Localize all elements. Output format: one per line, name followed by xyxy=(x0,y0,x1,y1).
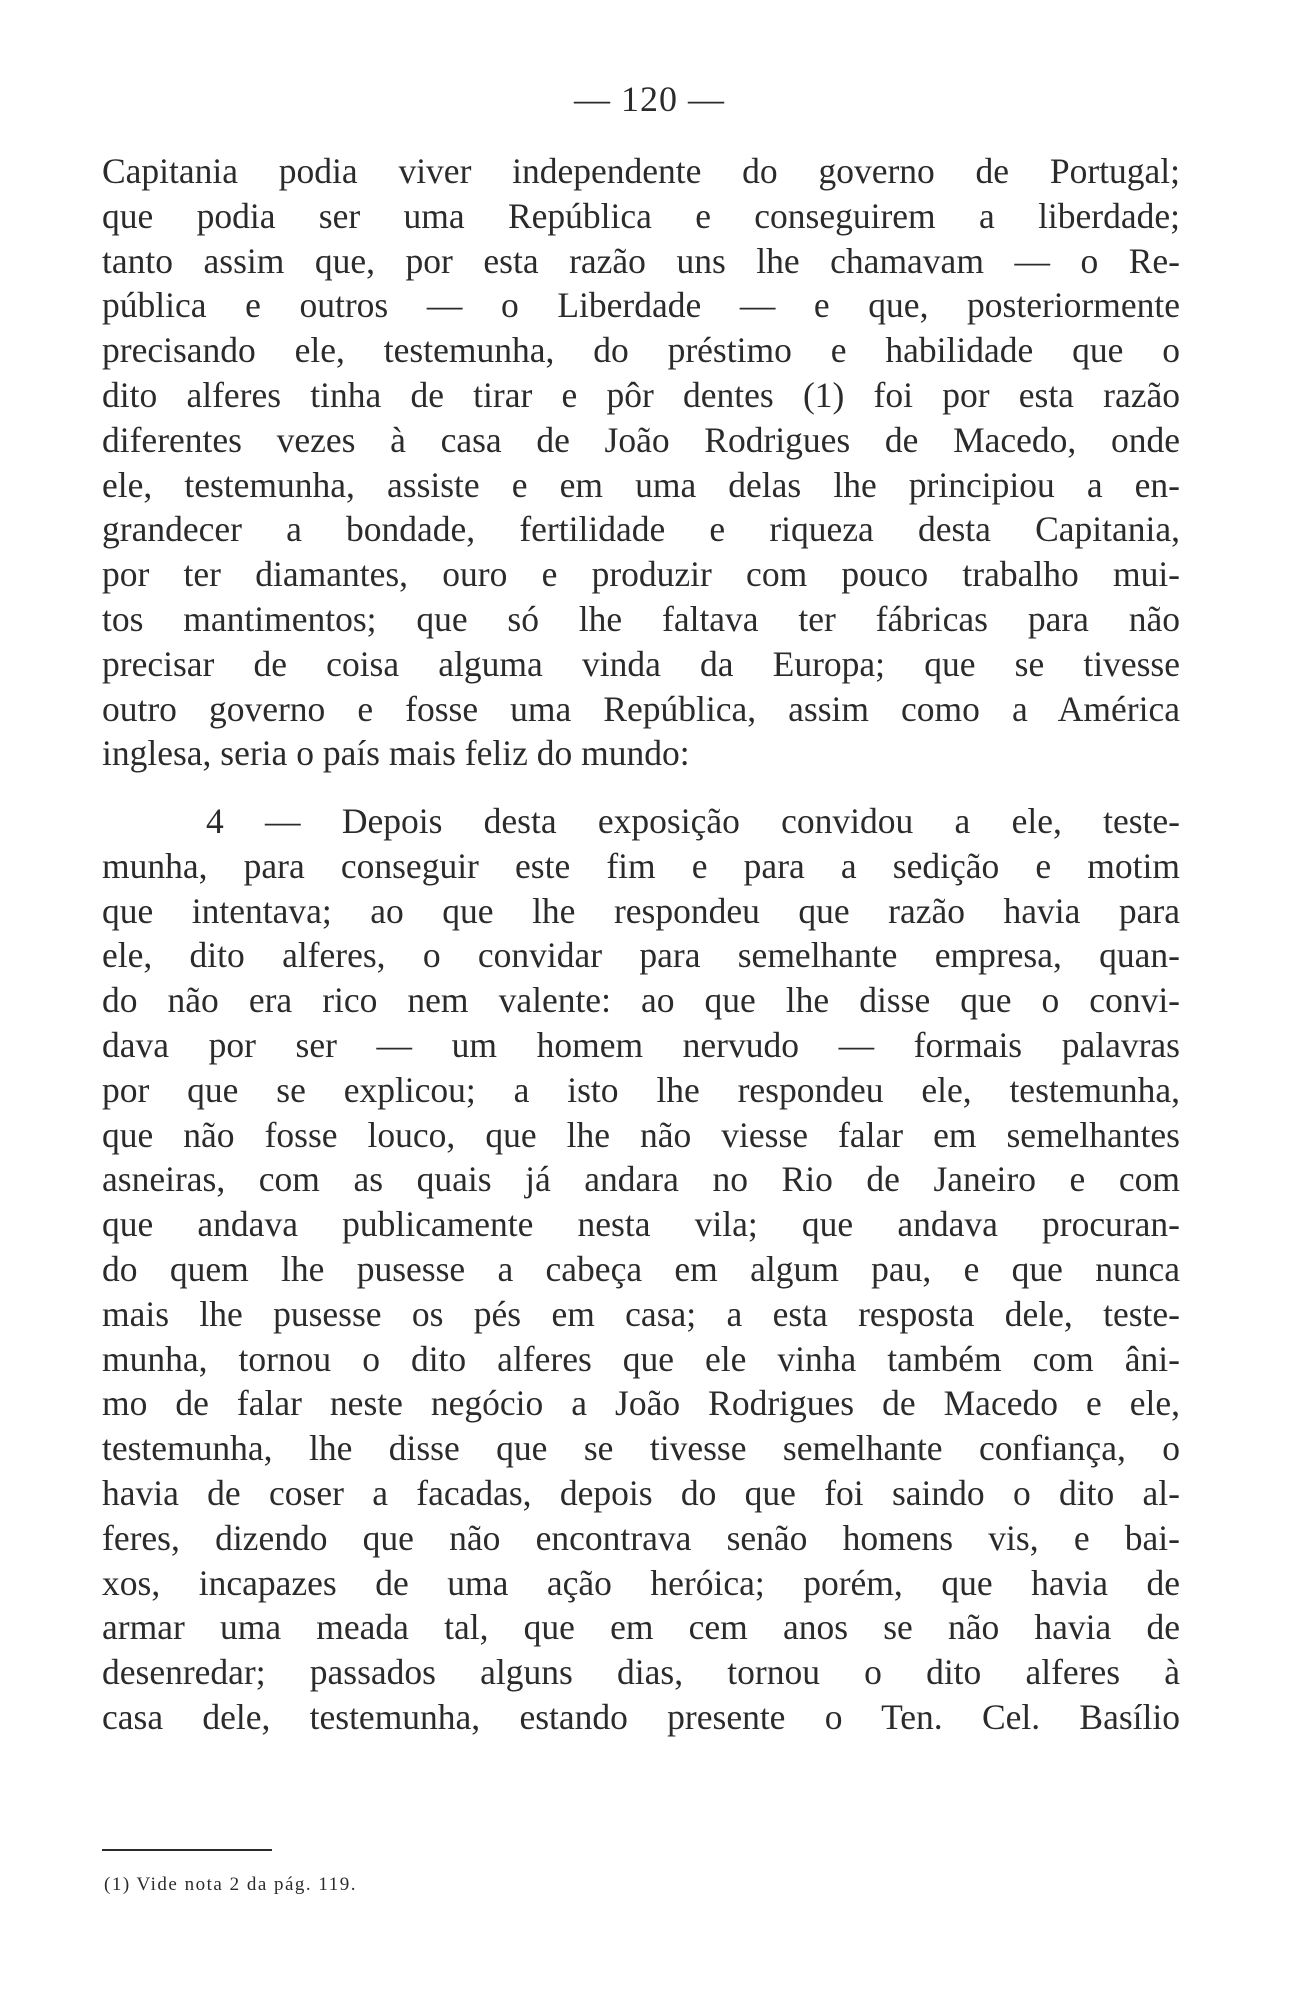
text-line: do quem lhe pusesse a cabeça em algum pau, e que nunca xyxy=(102,1248,1180,1289)
text-line: outro governo e fosse uma República, assim como a América xyxy=(102,688,1180,729)
text-line: do não era rico nem valente: ao que lhe disse que o convi- xyxy=(102,980,1180,1021)
text-line: diferentes vezes à casa de João Rodrigues de Macedo, onde xyxy=(102,419,1180,460)
text-line: asneiras, com as quais já andara no Rio de Janeiro e com xyxy=(102,1159,1180,1200)
text-line: munha, para conseguir este fim e para a sedição e motim xyxy=(102,845,1180,886)
text-line: armar uma meada tal, que em cem anos se não havia de xyxy=(102,1607,1180,1648)
text-line: xos, incapazes de uma ação heróica; porém, que havia de xyxy=(102,1562,1180,1603)
text-line: casa dele, testemunha, estando presente o Ten. Cel. Basílio xyxy=(102,1696,1180,1737)
text-line: dito alferes tinha de tirar e pôr dentes (1) foi por esta razão xyxy=(102,374,1180,415)
paragraph-1 xyxy=(102,149,1180,776)
text-line: Capitania podia viver independente do governo de Portugal; xyxy=(102,151,1180,191)
text-line: mo de falar neste negócio a João Rodrigues de Macedo e ele, xyxy=(102,1383,1180,1424)
text-line: por ter diamantes, ouro e produzir com pouco trabalho mui- xyxy=(102,554,1180,595)
text-line: precisando ele, testemunha, do préstimo e habilidade que o xyxy=(102,330,1180,371)
text-line: que andava publicamente nesta vila; que andava procuran- xyxy=(102,1204,1180,1245)
text-line: havia de coser a facadas, depois do que foi saindo o dito al- xyxy=(102,1472,1180,1513)
text-line: que podia ser uma República e conseguirem a liberdade; xyxy=(102,195,1180,236)
text-line: que não fosse louco, que lhe não viesse falar em semelhantes xyxy=(102,1114,1180,1155)
text-line: feres, dizendo que não encontrava senão homens vis, e bai- xyxy=(102,1517,1180,1558)
text-line: tanto assim que, por esta razão uns lhe chamavam — o Re- xyxy=(102,240,1180,281)
text-line: que intentava; ao que lhe respondeu que razão havia para xyxy=(102,890,1180,931)
paragraph-2 xyxy=(102,799,1180,1740)
text-line: ele, dito alferes, o convidar para semelhante empresa, quan- xyxy=(102,935,1180,976)
text-line: desenredar; passados alguns dias, tornou o dito alferes à xyxy=(102,1652,1180,1693)
text-line: pública e outros — o Liberdade — e que, posteriormente xyxy=(102,285,1180,326)
text-line: grandecer a bondade, fertilidade e riqueza desta Capitania, xyxy=(102,509,1180,550)
text-line: inglesa, seria o país mais feliz do mundo: xyxy=(102,733,690,774)
text-line: por que se explicou; a isto lhe respondeu ele, testemunha, xyxy=(102,1069,1180,1110)
page-number: — 120 — xyxy=(574,79,725,119)
text-line: dava por ser — um homem nervudo — formais palavras xyxy=(102,1024,1180,1065)
text-line: tos mantimentos; que só lhe faltava ter fábricas para não xyxy=(102,598,1180,639)
text-line: 4 — Depois desta exposição convidou a ele, teste- xyxy=(206,801,1180,841)
text-line: precisar de coisa alguma vinda da Europa; que se tivesse xyxy=(102,643,1180,684)
footnote: (1) Vide nota 2 da pág. 119. xyxy=(104,1874,357,1895)
text-line: munha, tornou o dito alferes que ele vinha também com âni- xyxy=(102,1338,1180,1379)
text-line: testemunha, lhe disse que se tivesse semelhante confiança, o xyxy=(102,1428,1180,1469)
text-line: ele, testemunha, assiste e em uma delas lhe principiou a en- xyxy=(102,464,1180,505)
text-line: mais lhe pusesse os pés em casa; a esta resposta dele, teste- xyxy=(102,1293,1180,1334)
footnote-divider xyxy=(102,1849,272,1851)
